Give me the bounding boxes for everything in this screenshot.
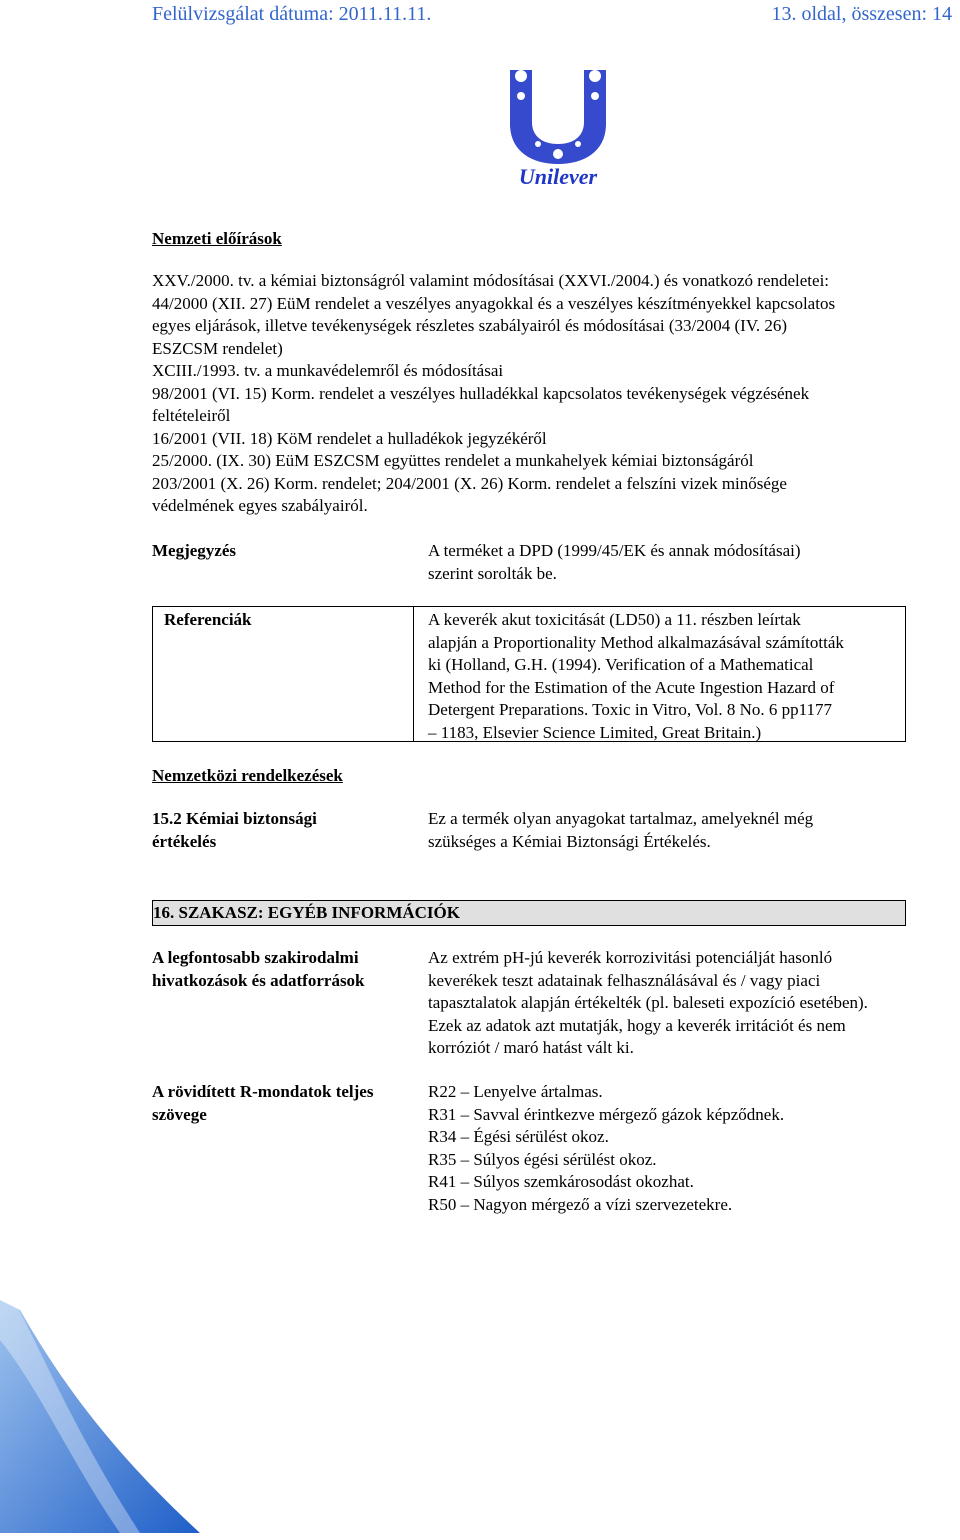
- national-regulations-heading: [152, 228, 912, 251]
- rphrases-label-line: A rövidített R-mondatok teljes: [152, 1082, 374, 1101]
- csa-label-line: 15.2 Kémiai biztonsági: [152, 809, 317, 828]
- review-date: Felülvizsgálat dátuma: 2011.11.11.: [152, 3, 432, 25]
- reference-line: Method for the Estimation of the Acute Ingestion Hazard of: [428, 677, 835, 697]
- literature-line: Ezek az adatok azt mutatják, hogy a keverék irritációt és nem: [428, 1015, 846, 1035]
- rphrases-list: [428, 1081, 928, 1216]
- regulation-line: 44/2000 (XII. 27) EüM rendelet a veszélyes anyagokkal és a veszélyes készítményekkel kapcsolatos: [152, 293, 836, 313]
- literature-line: Az extrém pH-jú keverék korrozivitási potenciálját hasonló: [428, 948, 833, 967]
- reference-line: – 1183, Elsevier Science Limited, Great Britain.): [428, 722, 762, 742]
- regulation-line: ESZCSM rendelet): [152, 338, 283, 358]
- decorative-corner-graphic: [0, 1300, 960, 1533]
- csa-label: [152, 808, 412, 853]
- literature-text: [428, 947, 928, 1060]
- rphrase-item: R34 – Égési sérülést okoz.: [428, 1127, 609, 1146]
- literature-label: [152, 947, 412, 992]
- regulation-line: védelmének egyes szabályairól.: [152, 496, 368, 515]
- note-text: [428, 540, 928, 585]
- page-number: 13. oldal, összesen: 14: [771, 3, 952, 25]
- section-heading: Nemzeti előírások: [152, 229, 282, 248]
- note-label: Megjegyzés: [152, 541, 237, 560]
- table-divider: [413, 607, 414, 741]
- regulation-line: 16/2001 (VII. 18) KöM rendelet a hulladékok jegyzékéről: [152, 428, 547, 448]
- regulation-line: XCIII./1993. tv. a munkavédelemről és módosításai: [152, 361, 504, 380]
- logo-wordmark: Unilever: [518, 164, 598, 189]
- references-text: [428, 609, 908, 744]
- note-line: szerint sorolták be.: [428, 563, 557, 583]
- rphrase-item: R35 – Súlyos égési sérülést okoz.: [428, 1149, 657, 1169]
- corner-swoosh-icon: [0, 1300, 960, 1533]
- section-heading: Nemzetközi rendelkezések: [152, 766, 343, 785]
- reference-line: ki (Holland, G.H. (1994). Verification of a Mathematical: [428, 655, 814, 674]
- section-16-header: [152, 900, 906, 926]
- rphrases-label-line: szövege: [152, 1104, 207, 1124]
- regulation-line: 25/2000. (IX. 30) EüM ESZCSM együttes rendelet a munkahelyek kémiai biztonságáról: [152, 451, 754, 470]
- regulation-line: 203/2001 (X. 26) Korm. rendelet; 204/2001 (X. 26) Korm. rendelet a felszíni vizek minősége: [152, 473, 787, 493]
- reference-line: alapján a Proportionality Method alkalmazásával számították: [428, 632, 844, 652]
- literature-line: keverékek teszt adatainak felhasználásával és / vagy piaci: [428, 970, 821, 990]
- regulation-line: egyes eljárások, illetve tevékenységek részletes szabályairól és módosításai (33/2004 (IV. 26): [152, 316, 788, 335]
- rphrase-item: R31 – Savval érintkezve mérgező gázok képződnek.: [428, 1104, 785, 1124]
- csa-line: szükséges a Kémiai Biztonsági Értékelés.: [428, 831, 711, 851]
- rphrase-item: R41 – Súlyos szemkárosodást okozhat.: [428, 1172, 694, 1191]
- reference-line: Detergent Preparations. Toxic in Vitro, Vol. 8 No. 6 pp1177: [428, 700, 833, 719]
- csa-label-line: értékelés: [152, 831, 217, 851]
- page-header: [152, 0, 952, 30]
- references-table: [152, 606, 906, 742]
- rphrases-label: [152, 1081, 412, 1126]
- csa-text: [428, 808, 928, 853]
- rphrase-item: R22 – Lenyelve ártalmas.: [428, 1082, 603, 1101]
- literature-label-line: A legfontosabb szakirodalmi: [152, 948, 359, 967]
- section-16-title: 16. SZAKASZ: EGYÉB INFORMÁCIÓK: [153, 903, 460, 922]
- international-heading: [152, 765, 912, 788]
- reference-line: A keverék akut toxicitását (LD50) a 11. részben leírtak: [428, 610, 801, 629]
- regulation-line: XXV./2000. tv. a kémiai biztonságról valamint módosításai (XXVI./2004.) és vonatkozó rendeletei:: [152, 271, 830, 290]
- regulation-line: 98/2001 (VI. 15) Korm. rendelet a veszélyes hulladékkal kapcsolatos tevékenységek végzésének: [152, 383, 810, 403]
- unilever-logo: [488, 62, 628, 190]
- literature-line: korróziót / maró hatást vált ki.: [428, 1038, 634, 1057]
- references-label: Referenciák: [164, 610, 252, 629]
- csa-line: Ez a termék olyan anyagokat tartalmaz, amelyeknél még: [428, 809, 814, 828]
- note-line: A terméket a DPD (1999/45/EK és annak módosításai): [428, 541, 801, 560]
- national-regulations-list: [152, 270, 912, 518]
- regulation-line: feltételeiről: [152, 406, 231, 425]
- literature-line: tapasztalatok alapján értékelték (pl. baleseti expozíció esetében).: [428, 993, 868, 1012]
- literature-label-line: hivatkozások és adatforrások: [152, 970, 365, 990]
- unilever-logo-icon: [488, 62, 628, 190]
- rphrase-item: R50 – Nagyon mérgező a vízi szervezetekre.: [428, 1194, 733, 1214]
